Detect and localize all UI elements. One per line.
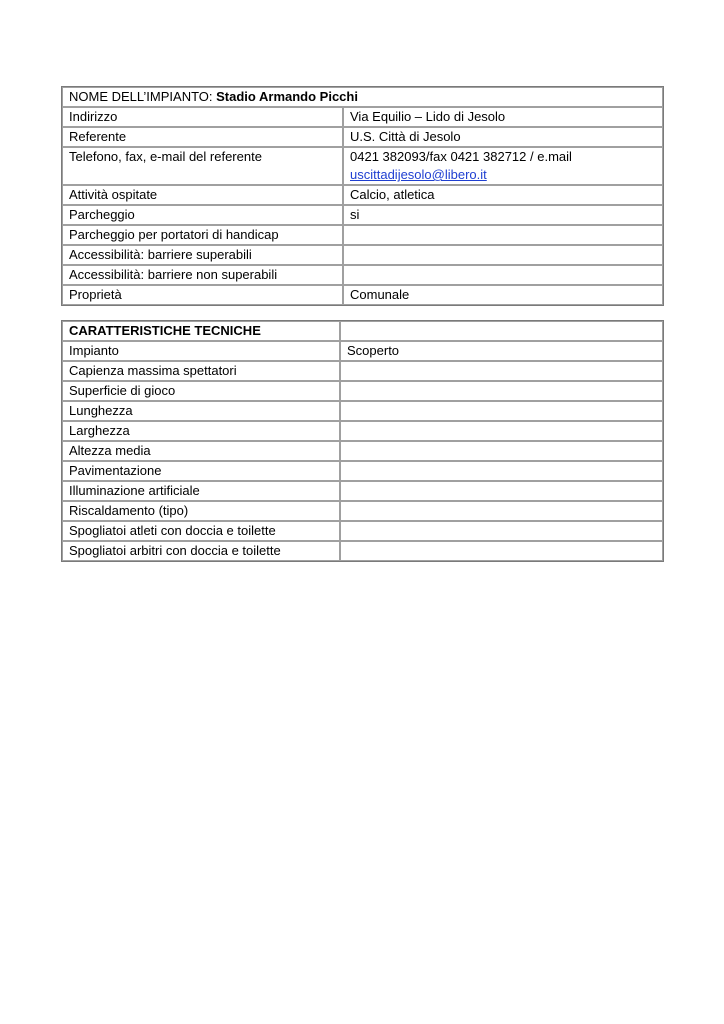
table-row <box>62 481 663 501</box>
facility-name-label: NOME DELL’IMPIANTO: <box>69 89 213 104</box>
row-value <box>340 501 663 521</box>
row-value <box>343 245 663 265</box>
table-row <box>62 107 663 127</box>
row-value <box>340 381 663 401</box>
row-label: Spogliatoi atleti con doccia e toilette <box>62 521 340 541</box>
table-row <box>62 185 663 205</box>
technical-features-table <box>61 320 664 562</box>
facility-info-table <box>61 86 664 306</box>
facility-name-value: Stadio Armando Picchi <box>216 89 358 104</box>
table-row <box>62 361 663 381</box>
row-label: Capienza massima spettatori <box>62 361 340 381</box>
table-row <box>62 381 663 401</box>
row-value <box>340 521 663 541</box>
row-label: Illuminazione artificiale <box>62 481 340 501</box>
row-label: Proprietà <box>62 285 343 305</box>
email-link[interactable]: uscittadijesolo@libero.it <box>350 167 487 182</box>
table-row <box>62 461 663 481</box>
table-row <box>62 245 663 265</box>
row-label: Accessibilità: barriere non superabili <box>62 265 343 285</box>
row-label: Riscaldamento (tipo) <box>62 501 340 521</box>
row-label: Pavimentazione <box>62 461 340 481</box>
facility-name-cell <box>62 87 663 107</box>
row-label: Telefono, fax, e-mail del referente <box>62 147 343 185</box>
row-value <box>340 361 663 381</box>
row-label: Parcheggio <box>62 205 343 225</box>
row-value <box>343 225 663 245</box>
row-label: Spogliatoi arbitri con doccia e toilette <box>62 541 340 561</box>
row-label: Impianto <box>62 341 340 361</box>
row-value: si <box>343 205 663 225</box>
row-value: Comunale <box>343 285 663 305</box>
row-value: Scoperto <box>340 341 663 361</box>
row-value <box>340 321 663 341</box>
table-row <box>62 225 663 245</box>
table-row <box>62 441 663 461</box>
row-value <box>340 401 663 421</box>
row-value <box>340 461 663 481</box>
row-value <box>340 421 663 441</box>
row-value: Calcio, atletica <box>343 185 663 205</box>
table-row <box>62 147 663 185</box>
row-label: Larghezza <box>62 421 340 441</box>
tech-header: CARATTERISTICHE TECNICHE <box>62 321 340 341</box>
table-row <box>62 87 663 107</box>
contact-value-cell <box>343 147 663 185</box>
row-label: Referente <box>62 127 343 147</box>
row-label: Accessibilità: barriere superabili <box>62 245 343 265</box>
table-row <box>62 541 663 561</box>
row-value <box>343 265 663 285</box>
row-value: 0421 382093/fax 0421 382712 / e.mail <box>350 149 572 164</box>
row-value <box>340 481 663 501</box>
table-row <box>62 127 663 147</box>
table-row <box>62 341 663 361</box>
table-row <box>62 421 663 441</box>
row-value: U.S. Città di Jesolo <box>343 127 663 147</box>
row-label: Attività ospitate <box>62 185 343 205</box>
row-label: Superficie di gioco <box>62 381 340 401</box>
table-row <box>62 265 663 285</box>
table-row <box>62 401 663 421</box>
table-header-row <box>62 321 663 341</box>
row-label: Altezza media <box>62 441 340 461</box>
row-label: Lunghezza <box>62 401 340 421</box>
row-label: Indirizzo <box>62 107 343 127</box>
table-row <box>62 521 663 541</box>
table-row <box>62 501 663 521</box>
table-row <box>62 285 663 305</box>
row-value: Via Equilio – Lido di Jesolo <box>343 107 663 127</box>
table-row <box>62 205 663 225</box>
row-value <box>340 441 663 461</box>
row-label: Parcheggio per portatori di handicap <box>62 225 343 245</box>
row-value <box>340 541 663 561</box>
